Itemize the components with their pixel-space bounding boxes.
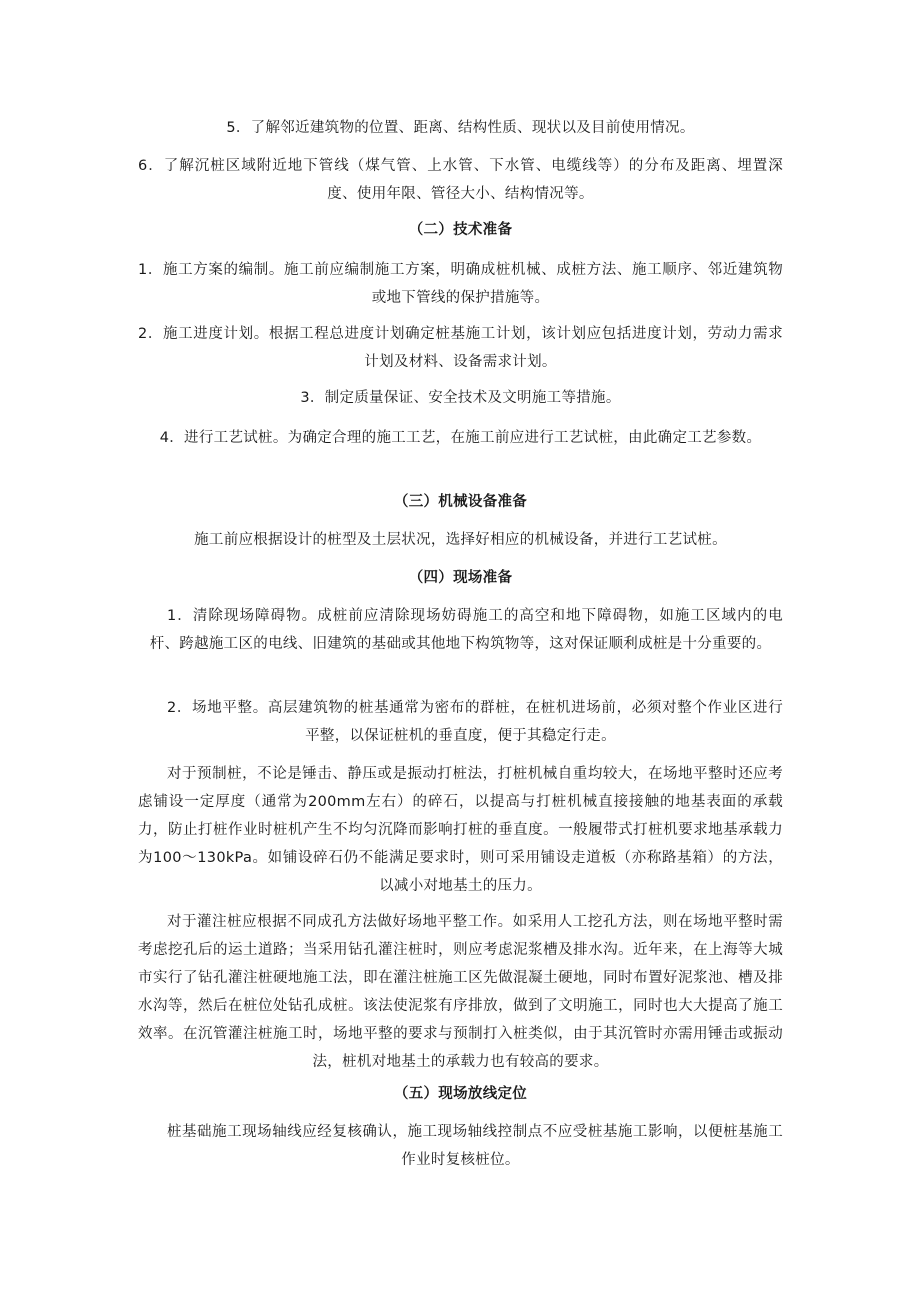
paragraph-clear-obstacles: 1．清除现场障碍物。成桩前应清除现场妨碍施工的高空和地下障碍物，如施工区域内的电杆、跨越施工区的电线、旧建筑的基础或其他地下构筑物等，这对保证顺利成桩是十分重要的。: [149, 608, 783, 652]
paragraph-quality-measures: 3．制定质量保证、安全技术及文明施工等措施。: [300, 390, 621, 406]
paragraph-schedule-plan: 2．施工进度计划。根据工程总进度计划确定桩基施工计划，该计划应包括进度计划，劳动力需求计划及材料、设备需求计划。: [138, 326, 783, 370]
paragraph-equipment: 施工前应根据设计的桩型及土层状况，选择好相应的机械设备，并进行工艺试桩。: [194, 532, 727, 548]
paragraph-construction-plan: 1．施工方案的编制。施工前应编制施工方案，明确成桩机械、成桩方法、施工顺序、邻近建筑物或地下管线的保护措施等。: [138, 262, 783, 306]
paragraph-axis-verification: 桩基础施工现场轴线应经复核确认，施工现场轴线控制点不应受桩基施工影响，以便桩基施工作业时复核桩位。: [167, 1124, 783, 1168]
paragraph-precast-piles: 对于预制桩，不论是锤击、静压或是振动打桩法，打桩机械自重均较大，在场地平整时还应考虑铺设一定厚度（通常为200mm左右）的碎石，以提高与打桩机械直接接触的地基表面的承载力，防止打桩作业时桩机产生不均匀沉降而影响打桩的垂直度。一般履带式打桩机要求地基承载力为100～130kPa。如铺设碎石仍不能满足要求时，则可采用铺设走道板（亦称路基箱）的方法，以减小对地基土的压力。: [138, 766, 783, 894]
section-heading-technical-preparation: （二）技术准备: [408, 222, 513, 238]
section-heading-equipment-preparation: （三）机械设备准备: [393, 494, 528, 510]
section-heading-site-layout: （五）现场放线定位: [393, 1086, 528, 1102]
paragraph-item-5: 5．了解邻近建筑物的位置、距离、结构性质、现状以及目前使用情况。: [226, 120, 695, 136]
paragraph-site-leveling: 2．场地平整。高层建筑物的桩基通常为密布的群桩，在桩机进场前，必须对整个作业区进行平整，以保证桩机的垂直度，便于其稳定行走。: [167, 700, 783, 744]
paragraph-item-6: 6．了解沉桩区域附近地下管线（煤气管、上水管、下水管、电缆线等）的分布及距离、埋置深度、使用年限、管径大小、结构情况等。: [138, 158, 783, 202]
section-heading-site-preparation: （四）现场准备: [408, 570, 513, 586]
paragraph-trial-piling: 4．进行工艺试桩。为确定合理的施工工艺，在施工前应进行工艺试桩，由此确定工艺参数。: [159, 430, 762, 446]
paragraph-cast-in-place-piles: 对于灌注桩应根据不同成孔方法做好场地平整工作。如采用人工挖孔方法，则在场地平整时需考虑挖孔后的运土道路；当采用钻孔灌注桩时，则应考虑泥浆槽及排水沟。近年来，在上海等大城市实行了钻孔灌注桩硬地施工法，即在灌注桩施工区先做混凝土硬地，同时布置好泥浆池、槽及排水沟等，然后在桩位处钻孔成桩。该法使泥浆有序排放，做到了文明施工，同时也大大提高了施工效率。在沉管灌注桩施工时，场地平整的要求与预制打入桩类似，由于其沉管时亦需用锤击或振动法，桩机对地基土的承载力也有较高的要求。: [138, 914, 783, 1070]
